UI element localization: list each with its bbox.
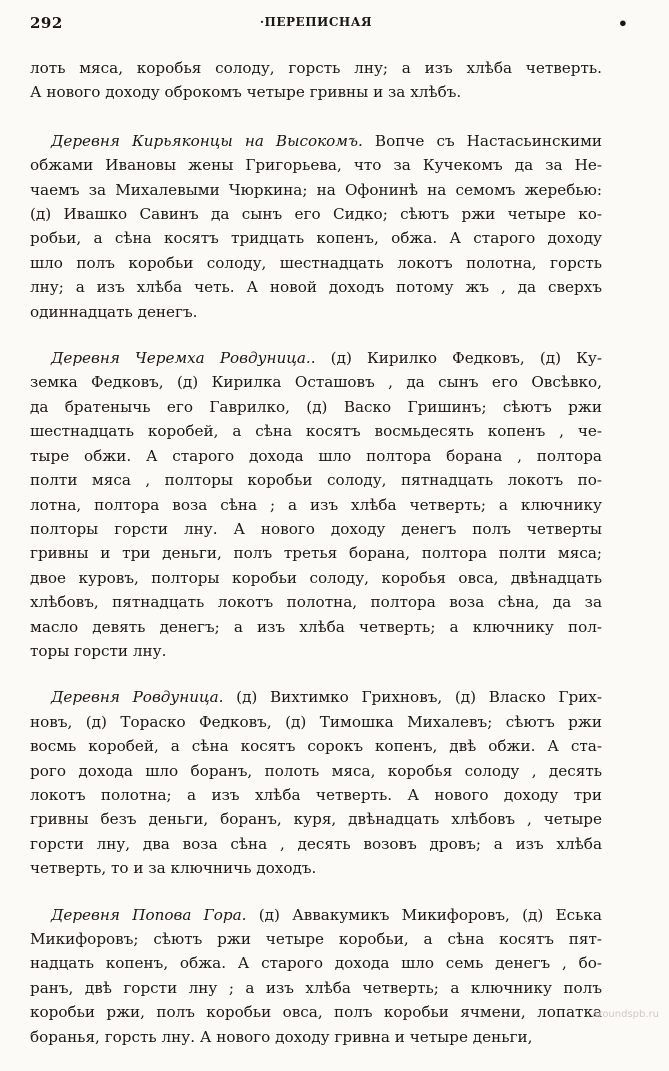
text-line bbox=[30, 468, 602, 492]
line-text: восмь коробей, а сѣна косятъ сорокъ копенъ, двѣ обжи. А ста- bbox=[30, 737, 602, 756]
line-text: робьи, а сѣна косятъ тридцать копенъ, обжа. А старого доходу bbox=[30, 229, 602, 248]
village-entry bbox=[30, 129, 602, 324]
line-text: полторы горсти лну. А нового доходу денегъ полъ четверты bbox=[30, 519, 602, 538]
text-line bbox=[30, 346, 602, 370]
line-text: рого дохода шло боранъ, полоть мяса, коробья солоду , десять bbox=[30, 761, 602, 780]
text-line bbox=[30, 226, 602, 250]
text-line bbox=[30, 615, 602, 639]
text-line bbox=[30, 129, 602, 153]
line-text: да братенычь его Гаврилко, (д) Васко Гришинъ; сѣютъ ржи bbox=[30, 397, 602, 416]
line-text: гривны и три деньги, полъ третья борана, полтора полти мяса; bbox=[30, 544, 602, 563]
line-text: хлѣбовъ, пятнадцать локотъ полотна, полтора воза сѣна, да за bbox=[30, 593, 602, 612]
line-text: коробьи ржи, полъ коробьи овса, полъ коробьи ячмени, лопатка bbox=[30, 1003, 602, 1022]
text-line bbox=[30, 395, 602, 419]
line-text: лну; а изъ хлѣба четь. А новой доходъ потому жъ , да сверхъ bbox=[30, 278, 602, 297]
text-line bbox=[30, 976, 602, 1000]
text-line bbox=[30, 903, 602, 927]
running-title: ·ПЕРЕПИСНАЯ bbox=[259, 15, 373, 29]
village-entry bbox=[30, 903, 602, 1049]
text-line bbox=[30, 639, 602, 663]
text-line bbox=[30, 734, 602, 758]
text-line bbox=[30, 153, 602, 177]
line-text: гривны безъ деньги, боранъ, куря, двѣнадцать хлѣбовъ , четыре bbox=[30, 810, 602, 829]
line-text: торы горсти лну. bbox=[30, 641, 167, 660]
text-line bbox=[30, 759, 602, 783]
continued-paragraph bbox=[30, 56, 602, 105]
line-text: масло девять денегъ; а изъ хлѣба четверть; а ключнику пол- bbox=[30, 617, 602, 636]
text-line bbox=[30, 710, 602, 734]
text-line bbox=[30, 566, 602, 590]
text-line bbox=[30, 419, 602, 443]
line-text: надцать копенъ, обжа. А старого дохода шло семь денегъ , бо- bbox=[30, 954, 602, 973]
line-text: Микифоровъ; сѣютъ ржи четыре коробьи, а сѣна косятъ пят- bbox=[30, 930, 602, 948]
line-text: одиннадцать денегъ. bbox=[30, 302, 198, 321]
text-line bbox=[30, 202, 602, 226]
village-name: Деревня Попова Гора. bbox=[51, 905, 247, 924]
text-line bbox=[30, 783, 602, 807]
text-line bbox=[30, 927, 602, 951]
text-line bbox=[30, 56, 602, 80]
line-text: лоть мяса, коробья солоду, горсть лну; а изъ хлѣба четверть. bbox=[30, 59, 602, 77]
text-line bbox=[30, 1000, 602, 1024]
text-line bbox=[30, 685, 602, 709]
village-name: Деревня Кирьяконцы на Высокомъ. bbox=[51, 131, 363, 150]
village-name: Деревня Ровдуница. bbox=[51, 688, 224, 707]
line-text: (д) Ивашко Савинъ да сынъ его Сидко; сѣютъ ржи четыре ко- bbox=[30, 205, 602, 224]
line-text: шло полъ коробьи солоду, шестнадцать локотъ полотна, горсть bbox=[30, 253, 602, 272]
text-line bbox=[30, 80, 602, 104]
line-text: ранъ, двѣ горсти лну ; а изъ хлѣба четверть; а ключнику полъ bbox=[30, 978, 602, 997]
line-text: (д) Аввакумикъ Микифоровъ, (д) Еська bbox=[246, 905, 602, 924]
village-entry bbox=[30, 346, 602, 663]
page-number: 292 bbox=[30, 14, 63, 32]
text-line bbox=[30, 541, 602, 565]
village-name: Деревня Черемха Ровдуница. bbox=[51, 349, 311, 368]
line-text: новъ, (д) Тораско Федковъ, (д) Тимошка Михалевъ; сѣютъ ржи bbox=[30, 712, 602, 731]
header-dot: • bbox=[617, 14, 628, 33]
text-line bbox=[30, 951, 602, 975]
text-line bbox=[30, 832, 602, 856]
line-text: двое куровъ, полторы коробьи солоду, коробья овса, двѣнадцать bbox=[30, 568, 602, 587]
line-text: (д) Вихтимко Грихновъ, (д) Власко Грих- bbox=[223, 688, 602, 707]
line-text: Вопче съ Настасьинскими bbox=[362, 131, 602, 150]
line-text: четверть, то и за ключничь доходъ. bbox=[30, 859, 317, 878]
text-line bbox=[30, 275, 602, 299]
line-text: земка Федковъ, (д) Кирилка Осташовъ , да сынъ его Овсѣвко, bbox=[30, 373, 602, 392]
text-line bbox=[30, 517, 602, 541]
line-text: лотна, полтора воза сѣна ; а изъ хлѣба четверть; а ключнику bbox=[30, 495, 602, 514]
text-line bbox=[30, 300, 602, 324]
line-text: чаемъ за Михалевыми Чюркина; на Офонинѣ на семомъ жеребью: bbox=[30, 180, 602, 199]
line-text: А нового доходу оброкомъ четыре гривны и за хлѣбъ. bbox=[30, 83, 462, 102]
text-line bbox=[30, 856, 602, 880]
text-line bbox=[30, 1025, 602, 1049]
text-line bbox=[30, 370, 602, 394]
line-text: шестнадцать коробей, а сѣна косятъ восмьдесять копенъ , че- bbox=[30, 422, 602, 441]
line-text: локотъ полотна; а изъ хлѣба четверть. А нового доходу три bbox=[30, 785, 602, 804]
line-text: боранья, горсть лну. А нового доходу гривна и четыре деньги, bbox=[30, 1027, 533, 1046]
page-header bbox=[30, 14, 628, 38]
text-line bbox=[30, 807, 602, 831]
page-body bbox=[30, 56, 602, 1049]
line-text: горсти лну, два воза сѣна , десять возовъ дровъ; а изъ хлѣба bbox=[30, 834, 602, 853]
text-line bbox=[30, 444, 602, 468]
text-line bbox=[30, 178, 602, 202]
line-text: . (д) Кирилко Федковъ, (д) Ку- bbox=[310, 349, 602, 368]
watermark: aroundspb.ru bbox=[592, 1009, 659, 1020]
line-text: полти мяса , полторы коробьи солоду, пятнадцать локотъ по- bbox=[30, 471, 602, 490]
text-line bbox=[30, 590, 602, 614]
text-line bbox=[30, 493, 602, 517]
text-line bbox=[30, 251, 602, 275]
line-text: обжами Ивановы жены Григорьева, что за Кучекомъ да за Не- bbox=[30, 156, 602, 175]
village-entry bbox=[30, 685, 602, 880]
line-text: тыре обжи. А старого дохода шло полтора борана , полтора bbox=[30, 446, 602, 465]
